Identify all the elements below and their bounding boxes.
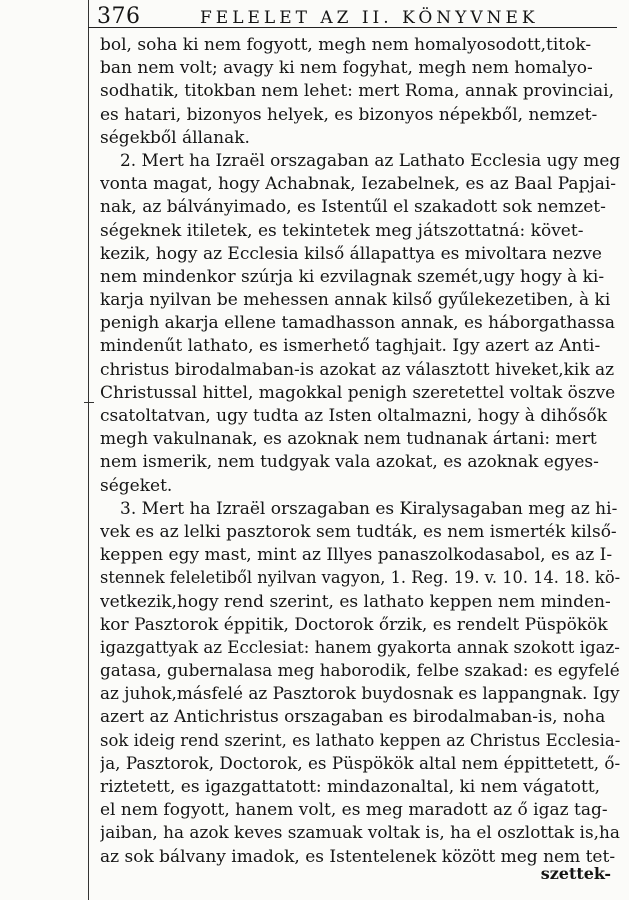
text-line: 3. Mert ha Izraël orszagaban es Kiralysagaban meg az hi- bbox=[120, 498, 618, 519]
text-line: el nem fogyott, hanem volt, es meg maradott az ő igaz tag- bbox=[100, 800, 608, 821]
text-line: es hatari, bizonyos helyek, es bizonyos népekből, nemzet- bbox=[100, 104, 598, 125]
margin-mark bbox=[84, 402, 94, 403]
text-line: vonta magat, hogy Achabnak, Iezabelnek, es az Baal Papjai- bbox=[100, 174, 617, 195]
text-line: nem mindenkor szúrja ki ezvilagnak szemét,ugy hogy à ki- bbox=[100, 266, 605, 287]
text-line: mindenűt lathato, es ismerhető taghjait. Igy azert az Anti- bbox=[100, 336, 601, 357]
text-line: penigh akarja ellene tamadhasson annak, es háborgathassa bbox=[100, 313, 616, 334]
text-line: vetkezik,hogy rend szerint, es lathato keppen nem minden- bbox=[100, 591, 611, 612]
body-text bbox=[100, 34, 620, 869]
text-line: kor Pasztorok éppitik, Doctorok őrzik, es rendelt Püspökök bbox=[100, 614, 608, 635]
text-line: ségeket. bbox=[100, 475, 173, 496]
text-line: sodhatik, titokban nem lehet: mert Roma, annak provinciai, bbox=[100, 81, 614, 102]
text-line: riztetett, es igazgattatott: mindazonaltal, ki nem vágatott, bbox=[100, 777, 601, 797]
text-line: csatoltatvan, ugy tudta az Isten oltalmazni, hogy à dihősők bbox=[100, 406, 608, 426]
text-line: az sok bálvany imadok, es Istentelenek között meg nem tet- bbox=[100, 846, 616, 867]
text-line: christus birodalmaban-is azokat az választott hiveket,kik az bbox=[100, 359, 615, 380]
text-line: nem ismerik, nem tudgyak vala azokat, es azoknak egyes- bbox=[100, 452, 599, 473]
text-line: kezik, hogy az Ecclesia kilső állapattya es mivoltara nezve bbox=[100, 243, 602, 264]
catchword: szettek- bbox=[540, 864, 611, 883]
text-line: igazgattyak az Ecclesiat: hanem gyakorta annak szokott igaz- bbox=[100, 637, 620, 658]
text-line: stennek feleletiből nyilvan vagyon, 1. Reg. 19. v. 10. 14. 18. kö- bbox=[100, 568, 620, 589]
text-line: sok ideig rend szerint, es lathato keppen az Christus Ecclesia- bbox=[100, 730, 620, 751]
text-line: ségeknek itiletek, es tekintetek meg játszottatná: követ- bbox=[100, 220, 584, 241]
text-line: 2. Mert ha Izraël orszagaban az Lathato Ecclesia ugy meg bbox=[120, 150, 620, 171]
text-line: ban nem volt; avagy ki nem fogyhat, megh nem homalyo- bbox=[100, 58, 593, 79]
page-number: 376 bbox=[97, 4, 141, 29]
running-head: FELELET AZ II. KÖNYVNEK bbox=[200, 8, 539, 28]
text-line: jaiban, ha azok keves szamuak voltak is, ha el oszlottak is,ha bbox=[100, 823, 620, 844]
text-line: megh vakulnanak, es azoknak nem tudnanak ártani: mert bbox=[100, 429, 597, 450]
text-line: az juhok,másfelé az Pasztorok buydosnak es lappangnak. Igy bbox=[100, 684, 620, 705]
text-line: keppen egy mast, mint az Illyes panaszolkodasabol, es az I- bbox=[100, 545, 613, 566]
left-margin-rule bbox=[88, 0, 89, 900]
text-line: azert az Antichristus orszagaban es birodalmaban-is, noha bbox=[100, 707, 606, 728]
text-line: nak, az bálványimado, es Istentűl el szakadott sok nemzet- bbox=[100, 197, 606, 218]
text-line: ja, Pasztorok, Doctorok, es Püspökök altal nem éppittetett, ő- bbox=[100, 753, 620, 774]
text-line: karja nyilvan be mehessen annak kilső gyűlekezetiben, à ki bbox=[100, 290, 611, 311]
text-line: bol, soha ki nem fogyott, megh nem homalyosodott,titok- bbox=[100, 35, 592, 55]
text-line: Christussal hittel, magokkal penigh szeretettel voltak öszve bbox=[100, 382, 616, 403]
text-line: vek es az lelki pasztorok sem tudták, es nem ismerték kilső- bbox=[100, 521, 617, 542]
text-line: gatasa, gubernalasa meg haborodik, felbe szakad: es egyfelé bbox=[100, 661, 620, 682]
text-line: ségekből állanak. bbox=[100, 127, 250, 148]
